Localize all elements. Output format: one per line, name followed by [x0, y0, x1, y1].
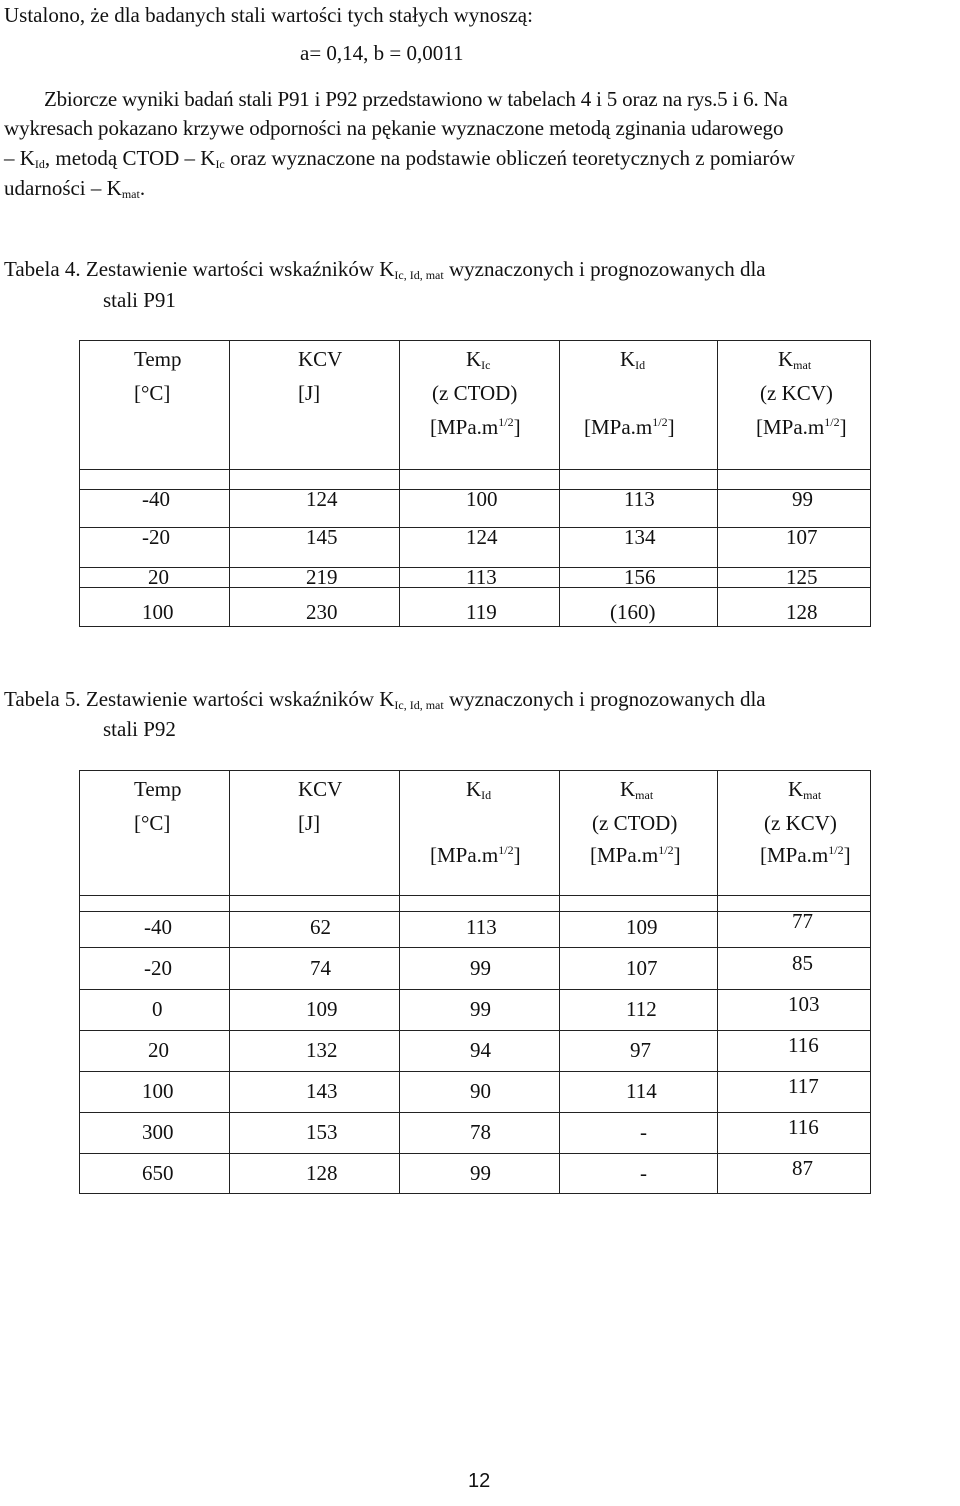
table5-cell: 109: [626, 915, 658, 939]
table5-cell: -: [640, 1161, 647, 1185]
table5-cell: 103: [788, 992, 820, 1016]
table4-caption-line2: stali P91: [103, 288, 176, 312]
table4-header-kic: $K_{Ic}$: [466, 347, 491, 372]
table4-cell: 230: [306, 600, 338, 624]
paragraph-line-3: – $K_{Id}$, metodą CTOD – $K_{Ic}$ oraz wyznaczone na podstawie obliczeń teoretycznych z pomiarów: [4, 146, 796, 171]
table5-cell: 117: [788, 1074, 819, 1098]
table4: [79, 340, 871, 627]
table5-cell: 99: [470, 956, 491, 980]
table5-cell: -20: [144, 956, 172, 980]
table4-cell: 219: [306, 565, 338, 589]
table5-cell: 132: [306, 1038, 338, 1062]
table4-cell: 134: [624, 525, 656, 549]
constants-line: a= 0,14, b = 0,0011: [300, 41, 464, 65]
table5-cell: 87: [792, 1156, 813, 1180]
table5-cell: 116: [788, 1033, 819, 1057]
table5-cell: 0: [152, 997, 163, 1021]
table5-cell: 99: [470, 997, 491, 1021]
table4-cell: 99: [792, 487, 813, 511]
table5-cell: -40: [144, 915, 172, 939]
table4-cell: 156: [624, 565, 656, 589]
table5-cell: 650: [142, 1161, 174, 1185]
table5-header-kmat-ctod-method: (z CTOD): [592, 811, 678, 835]
table5-cell: 77: [792, 909, 813, 933]
table4-cell: 100: [466, 487, 498, 511]
table4-cell: 125: [786, 565, 818, 589]
table5-cell: 143: [306, 1079, 338, 1103]
paragraph-line-2: wykresach pokazano krzywe odporności na pękanie wyznaczone metodą zginania udarowego: [4, 116, 784, 140]
table5-cell: 153: [306, 1120, 338, 1144]
table4-cell: -20: [142, 525, 170, 549]
table5-header-kmat-ctod: $K_{mat}$: [620, 777, 654, 802]
table5-cell: 99: [470, 1161, 491, 1185]
table4-header-temp: Temp: [134, 347, 182, 371]
table4-cell: 128: [786, 600, 818, 624]
table5-cell: 62: [310, 915, 331, 939]
table4-header-kmat: $K_{mat}$: [778, 347, 812, 372]
table4-cell: 107: [786, 525, 818, 549]
table4-header-temp-unit: [°C]: [134, 381, 171, 405]
table4-cell: 124: [306, 487, 338, 511]
table5-cell: 112: [626, 997, 657, 1021]
table5-cell: -: [640, 1120, 647, 1144]
table4-cell: 119: [466, 600, 497, 624]
table5-cell: 113: [466, 915, 497, 939]
intro-sentence: Ustalono, że dla badanych stali wartości tych stałych wynoszą:: [4, 3, 533, 27]
table4-cell: 100: [142, 600, 174, 624]
table4-cell: 113: [624, 487, 655, 511]
table5-header-kmat-kcv-method: (z KCV): [764, 811, 837, 835]
table5-header-kmat-kcv: $K_{mat}$: [788, 777, 822, 802]
table4-cell: -40: [142, 487, 170, 511]
table4-header-kmat-method: (z KCV): [760, 381, 833, 405]
table5-header-kid: $K_{Id}$: [466, 777, 492, 802]
table4-caption: Tabela 4. Zestawienie wartości wskaźników $K_{Ic, Id, mat}$ wyznaczonych i prognozowanych dla: [4, 257, 766, 282]
table5-cell: 107: [626, 956, 658, 980]
table4-header-kid-unit: $[MPa.m^{1/2}]$: [584, 415, 675, 439]
table4-header-kic-method: (z CTOD): [432, 381, 518, 405]
table5-header-kmat-ctod-unit: $[MPa.m^{1/2}]$: [590, 843, 681, 867]
table5-cell: 78: [470, 1120, 491, 1144]
table4-header-kmat-unit: $[MPa.m^{1/2}]$: [756, 415, 847, 439]
table4-header-kcv-unit: [J]: [298, 381, 321, 405]
table5-caption: Tabela 5. Zestawienie wartości wskaźników $K_{Ic, Id, mat}$ wyznaczonych i prognozowanych dla: [4, 687, 766, 712]
table5: [79, 770, 871, 1194]
table5-cell: 74: [310, 956, 331, 980]
table5-cell: 94: [470, 1038, 491, 1062]
table5-header-temp: Temp: [134, 777, 182, 801]
table5-cell: 128: [306, 1161, 338, 1185]
table5-header-kcv: KCV: [298, 777, 343, 801]
table5-cell: 109: [306, 997, 338, 1021]
paragraph-line-1: Zbiorcze wyniki badań stali P91 i P92 przedstawiono w tabelach 4 i 5 oraz na rys.5 i 6. Na: [44, 87, 788, 111]
table5-cell: 100: [142, 1079, 174, 1103]
table5-cell: 300: [142, 1120, 174, 1144]
table5-cell: 85: [792, 951, 813, 975]
table4-header-kcv: KCV: [298, 347, 343, 371]
table5-cell: 90: [470, 1079, 491, 1103]
table4-cell: 20: [148, 565, 169, 589]
paragraph-line-4: udarności – $K_{mat}$.: [4, 176, 146, 201]
table5-caption-line2: stali P92: [103, 717, 176, 741]
table5-cell: 116: [788, 1115, 819, 1139]
table4-header-kid: $K_{Id}$: [620, 347, 646, 372]
table5-header-kmat-kcv-unit: $[MPa.m^{1/2}]$: [760, 843, 851, 867]
table5-cell: 114: [626, 1079, 657, 1103]
page-number: 12: [468, 1470, 491, 1492]
table4-cell: 145: [306, 525, 338, 549]
table5-header-kid-unit: $[MPa.m^{1/2}]$: [430, 843, 521, 867]
table4-header-kic-unit: $[MPa.m^{1/2}]$: [430, 415, 521, 439]
table5-header-temp-unit: [°C]: [134, 811, 171, 835]
table4-cell: (160): [610, 600, 656, 624]
table4-cell: 113: [466, 565, 497, 589]
table5-cell: 20: [148, 1038, 169, 1062]
table5-header-kcv-unit: [J]: [298, 811, 321, 835]
table5-cell: 97: [630, 1038, 651, 1062]
table4-cell: 124: [466, 525, 498, 549]
